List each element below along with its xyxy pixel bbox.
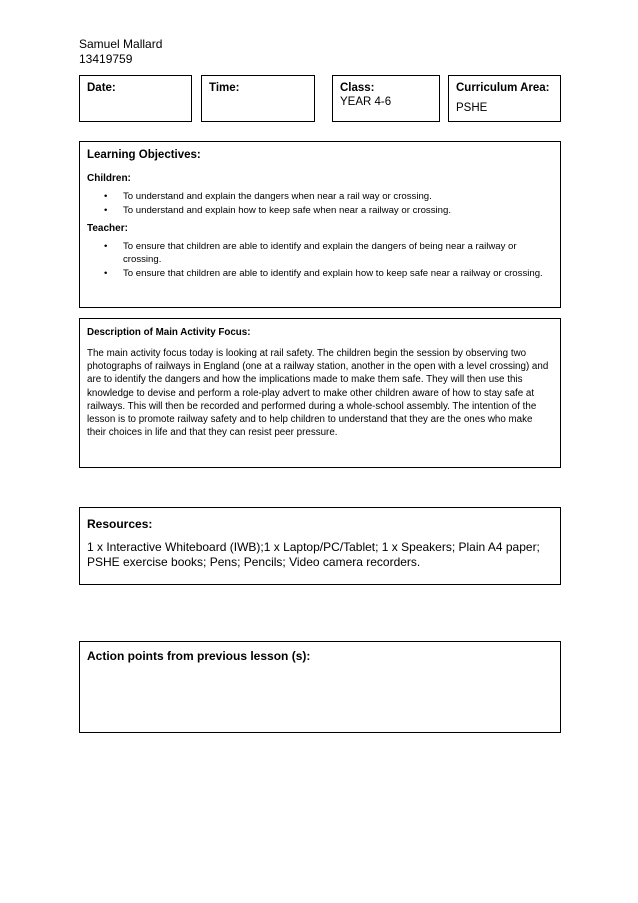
children-objectives-list (87, 190, 553, 217)
class-value: YEAR 4-6 (340, 96, 392, 108)
learning-objectives-title: Learning Objectives: (87, 149, 201, 161)
class-label: Class: (340, 82, 375, 94)
curriculum-area-box (448, 75, 561, 122)
list-item: • To understand and explain how to keep safe when near a railway or crossing. (123, 204, 553, 217)
curriculum-area-label: Curriculum Area: (456, 82, 550, 94)
learning-objectives-box (79, 141, 561, 308)
main-activity-box (79, 318, 561, 468)
resources-box (79, 507, 561, 585)
action-points-box (79, 641, 561, 733)
author-name: Samuel Mallard (79, 37, 163, 51)
main-activity-text: The main activity focus today is looking at rail safety. The children begin the session by observing two photographs of railways in England (one at a railway station, another in the open with a level crossing) and are to identify the dangers and how the implications made to make them safe. They will then use this knowledge to devise and perform a role-play advert to make other children aware of how to stay safe at railways. This will then be recorded and performed during a whole-school assembly. The intention of the lesson is to promote railway safety and to help children to understand that they are the ones who make their choices in life and that they can resist peer pressure. (87, 348, 549, 439)
action-points-title: Action points from previous lesson (s): (87, 649, 311, 663)
list-item: • To ensure that children are able to identify and explain how to keep safe near a railway or crossing. (123, 267, 553, 280)
resources-title: Resources: (87, 517, 153, 531)
teacher-label: Teacher: (87, 223, 128, 234)
curriculum-area-value: PSHE (456, 102, 488, 114)
time-box (201, 75, 315, 122)
class-box (332, 75, 440, 122)
list-item: • To understand and explain the dangers when near a rail way or crossing. (123, 190, 553, 203)
date-box (79, 75, 192, 122)
teacher-objectives-list (87, 240, 553, 280)
main-activity-title: Description of Main Activity Focus: (87, 327, 251, 338)
author-block (79, 37, 162, 67)
children-label: Children: (87, 173, 131, 184)
resources-text: 1 x Interactive Whiteboard (IWB);1 x Laptop/PC/Tablet; 1 x Speakers; Plain A4 paper; PSHE exercise books; Pens; Pencils; Video camera recorders. (87, 540, 540, 569)
author-id: 13419759 (79, 52, 133, 66)
date-label: Date: (87, 82, 116, 94)
time-label: Time: (209, 82, 240, 94)
list-item: • To ensure that children are able to identify and explain the dangers of being near a railway or crossing. (123, 240, 553, 266)
